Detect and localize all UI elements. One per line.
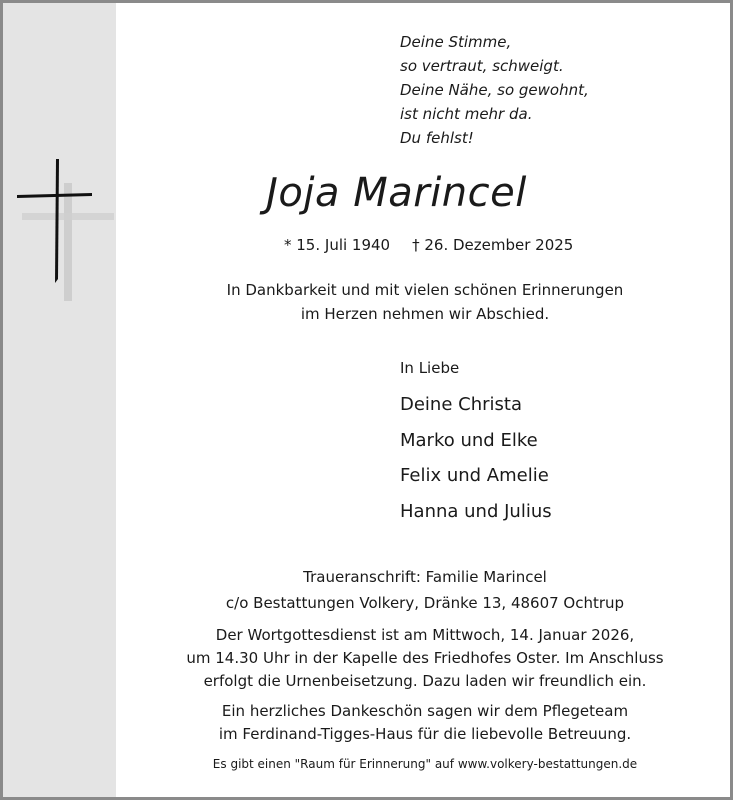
- thanks-text: [117, 278, 733, 326]
- service-line: Der Wortgottesdienst ist am Mittwoch, 14. Januar 2026,: [215, 626, 635, 644]
- dank-line: im Ferdinand-Tigges-Haus für die liebevolle Betreuung.: [218, 725, 632, 743]
- deceased-name: Joja Marincel: [266, 170, 527, 216]
- thank-you-note: [117, 700, 733, 746]
- address-line: c/o Bestattungen Volkery, Dränke 13, 48607 Ochtrup: [225, 594, 625, 612]
- family-list: [400, 392, 552, 534]
- thanks-line: im Herzen nehmen wir Abschied.: [300, 305, 550, 323]
- family-member: Felix und Amelie: [400, 465, 549, 486]
- life-dates: [284, 236, 573, 254]
- poem: [400, 30, 589, 150]
- in-love-label: In Liebe: [400, 359, 460, 377]
- birth-date: * 15. Juli 1940: [284, 236, 391, 254]
- sidebar-band: [3, 3, 116, 797]
- family-member: Hanna und Julius: [400, 500, 552, 522]
- family-member: Marko und Elke: [400, 429, 538, 451]
- mourning-address: [117, 564, 733, 616]
- poem-line: Deine Stimme,: [400, 33, 512, 51]
- service-line: um 14.30 Uhr in der Kapelle des Friedhofes Oster. Im Anschluss: [186, 649, 664, 667]
- poem-line: Du fehlst!: [400, 129, 474, 147]
- poem-line: so vertraut, schweigt.: [400, 57, 564, 75]
- thanks-line: In Dankbarkeit und mit vielen schönen Erinnerungen: [226, 281, 624, 299]
- poem-line: Deine Nähe, so gewohnt,: [400, 81, 589, 99]
- footer-note: Es gibt einen "Raum für Erinnerung" auf www.volkery-bestattungen.de: [212, 757, 638, 771]
- dank-line: Ein herzliches Dankeschön sagen wir dem Pflegeteam: [221, 702, 629, 720]
- poem-line: ist nicht mehr da.: [400, 105, 533, 123]
- service-line: erfolgt die Urnenbeisetzung. Dazu laden wir freundlich ein.: [203, 672, 647, 690]
- address-line: Traueranschrift: Familie Marincel: [303, 568, 547, 586]
- service-info: [117, 624, 733, 693]
- family-member: Deine Christa: [400, 394, 522, 415]
- death-date: † 26. Dezember 2025: [412, 236, 574, 254]
